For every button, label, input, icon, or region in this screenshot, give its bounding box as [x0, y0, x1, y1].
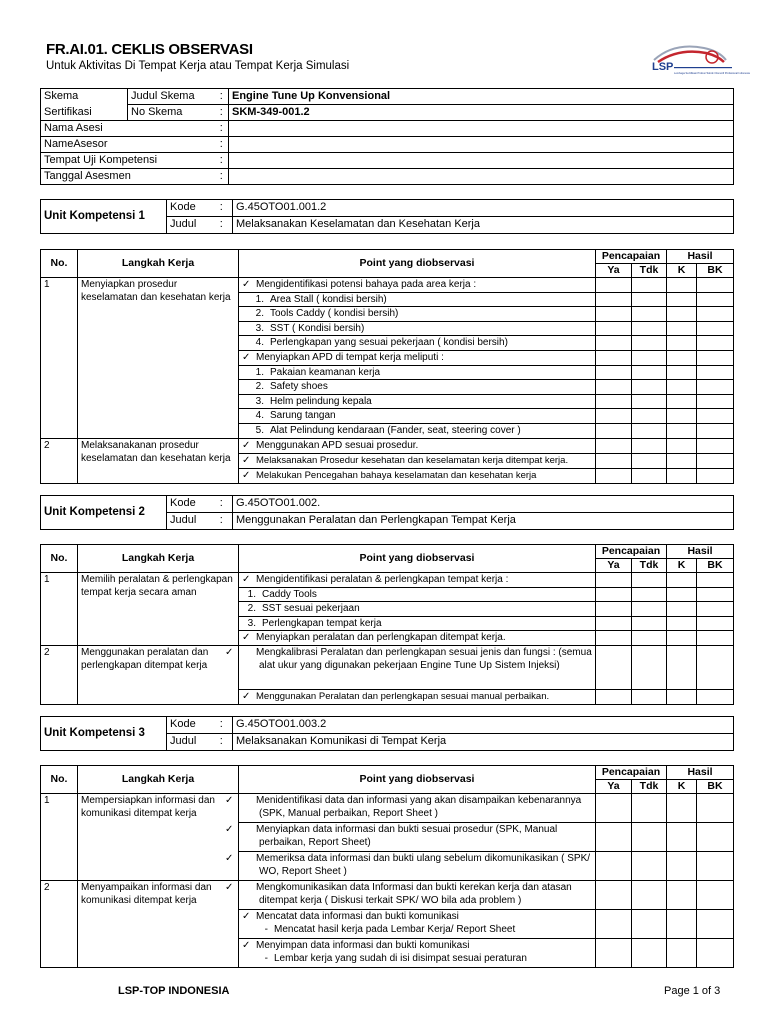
check-icon: ✓ [225, 882, 234, 893]
nama-asesi-label: Nama Asesi [41, 121, 215, 137]
check-icon: ✓ [242, 690, 251, 702]
check-icon: ✓ [242, 469, 251, 481]
judul-skema-value: Engine Tune Up Konvensional [229, 89, 734, 105]
sertifikasi-label: Sertifikasi [41, 105, 128, 121]
check-icon: ✓ [242, 439, 251, 451]
check-icon: ✓ [225, 824, 234, 835]
no-skema-value: SKM-349-001.2 [229, 105, 734, 121]
unit-3-table: Unit Kompetensi 3 Kode : G.45OTO01.003.2 Judul : Melaksanakan Komunikasi di Tempat Kerja [40, 716, 734, 751]
nama-asesi-field[interactable] [229, 121, 734, 137]
check-icon: ✓ [242, 351, 251, 363]
svg-text:LSP: LSP [652, 61, 674, 73]
check-icon: ✓ [225, 646, 234, 658]
unit-3-checklist: No. Langkah Kerja Point yang diobservasi Pencapaian Hasil Ya Tdk K BK 1 Mempersiapkan informasi dan komunikasi ditempat kerja ✓ Menidentifikasi data dan informasi yang akan disampaikan kebenarannya (SPK, Manual perbaikan, Report Sheet ) ✓ Menyiapkan data informasi dan bukti sesuai prosedur (SPK, Manual perbaikan, Report Sheet) ✓ Memeriksa data informasi dan bukti ulang sebelum dikomunikasikan ( SPK/ WO, Report Sheet ) 2 Menyampaikan informasi dan komunikasi ditempat kerja ✓ Mengkomunikasikan data Informasi dan bukti kerekan kerja dan atasan ditempat kerja ( Diskusi terkait SPK/ WO bila ada problem ) ✓ Mencatat data informasi dan bukti komunikasi - Mencatat hasil kerja pada Lembar Kerja/ Report Sheet ✓ Menyimpan data informasi dan bukti komunikasi - Lembar kerja yang sudah di isi disimpat sesuai peraturan [40, 765, 734, 968]
unit-3-judul: Melaksanakan Komunikasi di Tempat Kerja [233, 734, 734, 751]
unit-3-step-2: Menyampaikan informasi dan komunikasi ditempat kerja [78, 881, 239, 968]
tanggal-field[interactable] [229, 169, 734, 185]
no-skema-label: No Skema [128, 105, 215, 121]
check-icon: ✓ [225, 795, 234, 806]
unit-1-step-1: Menyiapkan prosedur keselamatan dan kesehatan kerja [78, 278, 239, 439]
unit-3-step-1: Mempersiapkan informasi dan komunikasi ditempat kerja [78, 794, 239, 881]
judul-skema-label: Judul Skema [128, 89, 215, 105]
unit-3-label: Unit Kompetensi 3 [41, 717, 167, 751]
unit-1-step-2: Melaksanakanan prosedur keselamatan dan kesehatan kerja [78, 438, 239, 483]
unit-1-judul: Melaksanakan Keselamatan dan Kesehatan Kerja [233, 217, 734, 234]
check-icon: ✓ [242, 454, 251, 466]
lsp-logo [644, 40, 750, 78]
tempat-uji-label: Tempat Uji Kompetensi [41, 153, 215, 169]
unit-1-kode: G.45OTO01.001.2 [233, 200, 734, 217]
logo-graphic [644, 40, 750, 78]
tempat-uji-field[interactable] [229, 153, 734, 169]
unit-2-label: Unit Kompetensi 2 [41, 496, 167, 530]
unit-2-checklist: No. Langkah Kerja Point yang diobservasi Pencapaian Hasil Ya Tdk K BK 1 Memilih peralatan & perlengkapan tempat kerja secara aman ✓ Mengidentifikasi peralatan & perlengkapan tempat kerja : 1. Caddy Tools 2. SST sesuai pekerjaan 3. Perlengkapan tempat kerja ✓ Menyiapkan peralatan dan perlengkapan ditempat kerja. 2 Menggunakan peralatan dan perlengkapan ditempat kerja ✓ Mengkalibrasi Peralatan dan perlengkapan sesuai jenis dan fungsi : (semua alat ukur yang digunakan pekerjaan Engine Tune Up Sistem Injeksi) ✓ Menggunakan Peralatan dan perlengkapan sesuai manual perbaikan. [40, 544, 734, 705]
scheme-header-table: Skema Judul Skema : Engine Tune Up Konvensional Sertifikasi No Skema : SKM-349-001.2 Nama Asesi : NameAsesor : Tempat Uji Kompetensi : Tanggal Asesmen : [40, 88, 734, 185]
skema-label: Skema [41, 89, 128, 105]
unit-2-judul: Menggunakan Peralatan dan Perlengkapan Tempat Kerja [233, 513, 734, 530]
check-icon: ✓ [242, 940, 251, 951]
check-icon: ✓ [242, 911, 251, 922]
unit-1-checklist: No. Langkah Kerja Point yang diobservasi Pencapaian Hasil Ya Tdk K BK 1 Menyiapkan prosedur keselamatan dan kesehatan kerja ✓ Mengidentifikasi potensi bahaya pada area kerja : 1. Area Stall ( kondisi bersih) 2. Tools Caddy ( kondisi bersih) 3. SST ( Kondisi bersih) 4. Perlengkapan yang sesuai pekerjaan ( kondisi bersih) ✓ Menyiapkan APD di tempat kerja meliputi : 1. Pakaian keamanan kerja 2. Safety shoes 3. Helm pelindung kepala 4. Sarung tangan 5. Alat Pelindung kendaraan (Fander, seat, steering cover ) 2 Melaksanakanan prosedur keselamatan dan kesehatan kerja ✓ Menggunakan APD sesuai prosedur. ✓ Melaksanakan Prosedur kesehatan dan keselamatan kerja ditempat kerja. ✓ Melakukan Pencegahan bahaya keselamatan dan kesehatan kerja [40, 249, 734, 484]
page-title: FR.AI.01. CEKLIS OBSERVASI [46, 41, 253, 58]
unit-2-step-1: Memilih peralatan & perlengkapan tempat kerja secara aman [78, 573, 239, 646]
svg-text:Lembaga Sertifikasi Profesi Te: Lembaga Sertifikasi Profesi Teknik Otomotif Profesional Indonesia [674, 72, 750, 75]
unit-1-table: Unit Kompetensi 1 Kode : G.45OTO01.001.2 Judul : Melaksanakan Keselamatan dan Kesehatan Kerja [40, 199, 734, 234]
footer-organization: LSP-TOP INDONESIA [118, 985, 230, 997]
page-subtitle: Untuk Aktivitas Di Tempat Kerja atau Tempat Kerja Simulasi [46, 60, 350, 72]
check-icon: ✓ [242, 279, 251, 290]
unit-2-kode: G.45OTO01.002. [233, 496, 734, 513]
tanggal-label: Tanggal Asesmen [41, 169, 215, 185]
unit-2-table: Unit Kompetensi 2 Kode : G.45OTO01.002. Judul : Menggunakan Peralatan dan Perlengkapan Tempat Kerja [40, 495, 734, 530]
unit-2-step-2: Menggunakan peralatan dan perlengkapan ditempat kerja [78, 645, 239, 704]
unit-1-label: Unit Kompetensi 1 [41, 200, 167, 234]
check-icon: ✓ [225, 853, 234, 864]
footer-page-number: Page 1 of 3 [664, 985, 721, 997]
check-icon: ✓ [242, 574, 251, 585]
nama-asesor-field[interactable] [229, 137, 734, 153]
nama-asesor-label: NameAsesor [41, 137, 215, 153]
unit-3-kode: G.45OTO01.003.2 [233, 717, 734, 734]
check-icon: ✓ [242, 632, 251, 644]
